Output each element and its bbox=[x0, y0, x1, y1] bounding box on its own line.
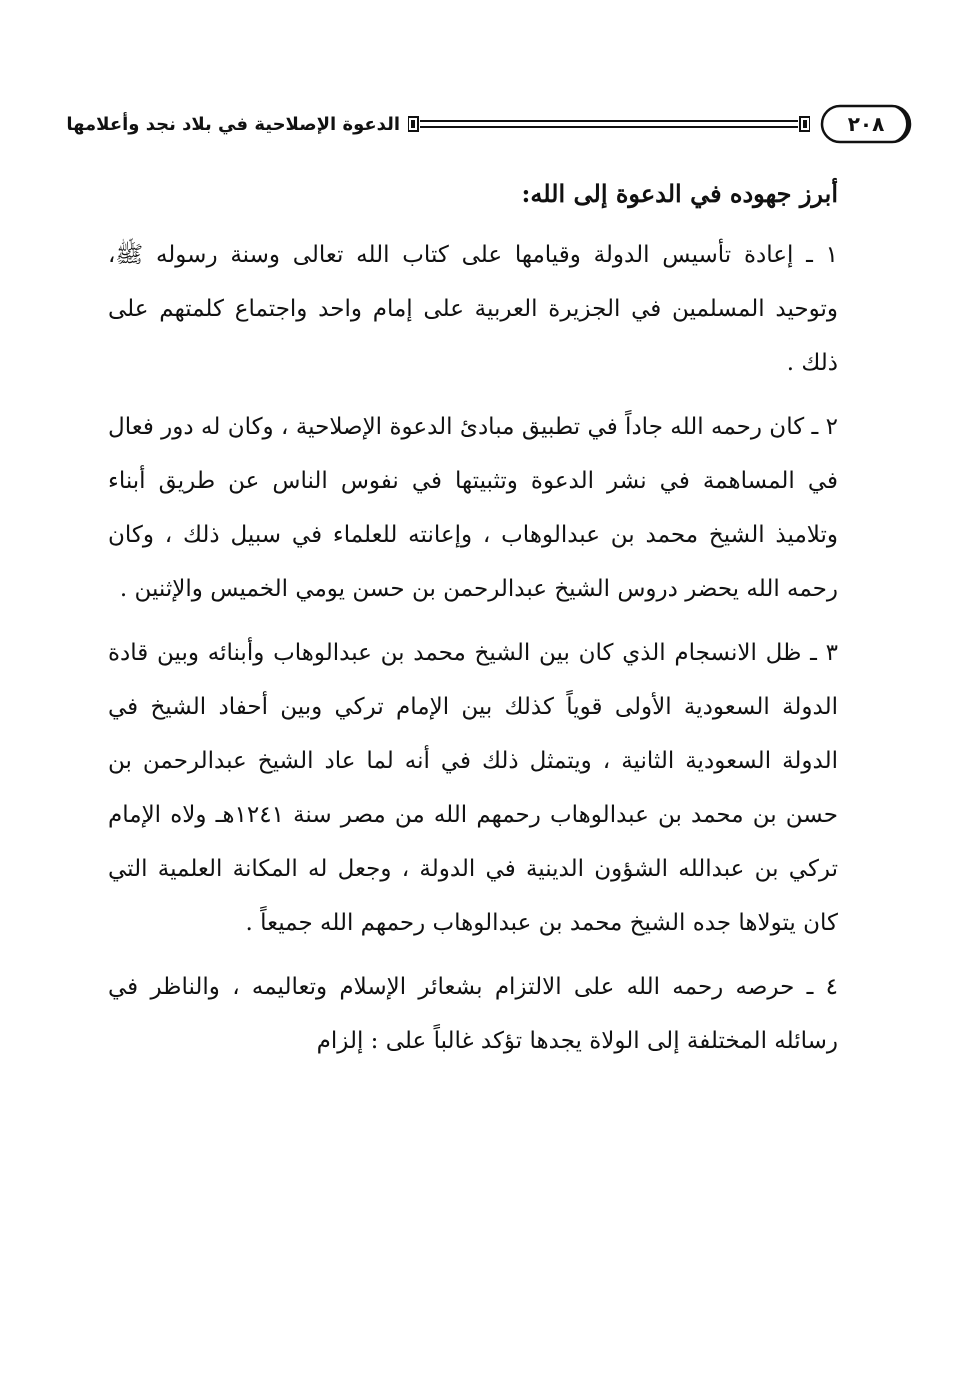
page-number-badge bbox=[818, 102, 914, 146]
paragraph-1: ١ ـ إعادة تأسيس الدولة وقيامها على كتاب الله تعالى وسنة رسوله ﷺ، وتوحيد المسلمين في الجزيرة العربية على إمام واحد واجتماع كلمتهم على ذلك . bbox=[108, 242, 838, 376]
page-number: ٢٠٨ bbox=[847, 112, 885, 136]
paragraph-4: ٤ ـ حرصه رحمه الله على الالتزام بشعائر الإسلام وتعاليمه ، والناظر في رسائله المختلفة إلى الولاة يجدها تؤكد غالباً على : إلزام bbox=[108, 974, 838, 1054]
paragraph-2: ٢ ـ كان رحمه الله جاداً في تطبيق مبادئ الدعوة الإصلاحية ، وكان له دور فعال في المساهمة في نشر الدعوة وتثبيتها في نفوس الناس عن طريق أبناء وتلاميذ الشيخ محمد بن عبدالوهاب ، وإعانته للعلماء في سبيل ذلك ، وكان رحمه الله يحضر دروس الشيخ عبدالرحمن بن حسن يومي الخميس والإثنين . bbox=[108, 414, 838, 602]
running-header bbox=[66, 100, 885, 150]
paragraph-3: ٣ ـ ظل الانسجام الذي كان بين الشيخ محمد بن عبدالوهاب وأبنائه وبين قادة الدولة السعودية الأولى قوياً كذلك بين الإمام تركي وبين أحفاد الشيخ في الدولة السعودية الثانية ، ويتمثل ذلك في أنه لما عاد الشيخ عبدالرحمن بن حسن بن محمد بن عبدالوهاب رحمهم الله من مصر سنة ١٢٤١هـ ولاه الإمام تركي بن عبدالله الشؤون الدينية في الدولة ، وجعل له المكانة العلمية التي كان يتولاها جده الشيخ محمد بن عبدالوهاب رحمهم الله جميعاً . bbox=[108, 640, 838, 936]
header-rule-ornament bbox=[408, 116, 810, 132]
body-text bbox=[108, 170, 838, 1078]
running-title: الدعوة الإصلاحية في بلاد نجد وأعلامها bbox=[66, 114, 400, 135]
section-heading: أبرز جهوده في الدعوة إلى الله: bbox=[521, 179, 838, 208]
